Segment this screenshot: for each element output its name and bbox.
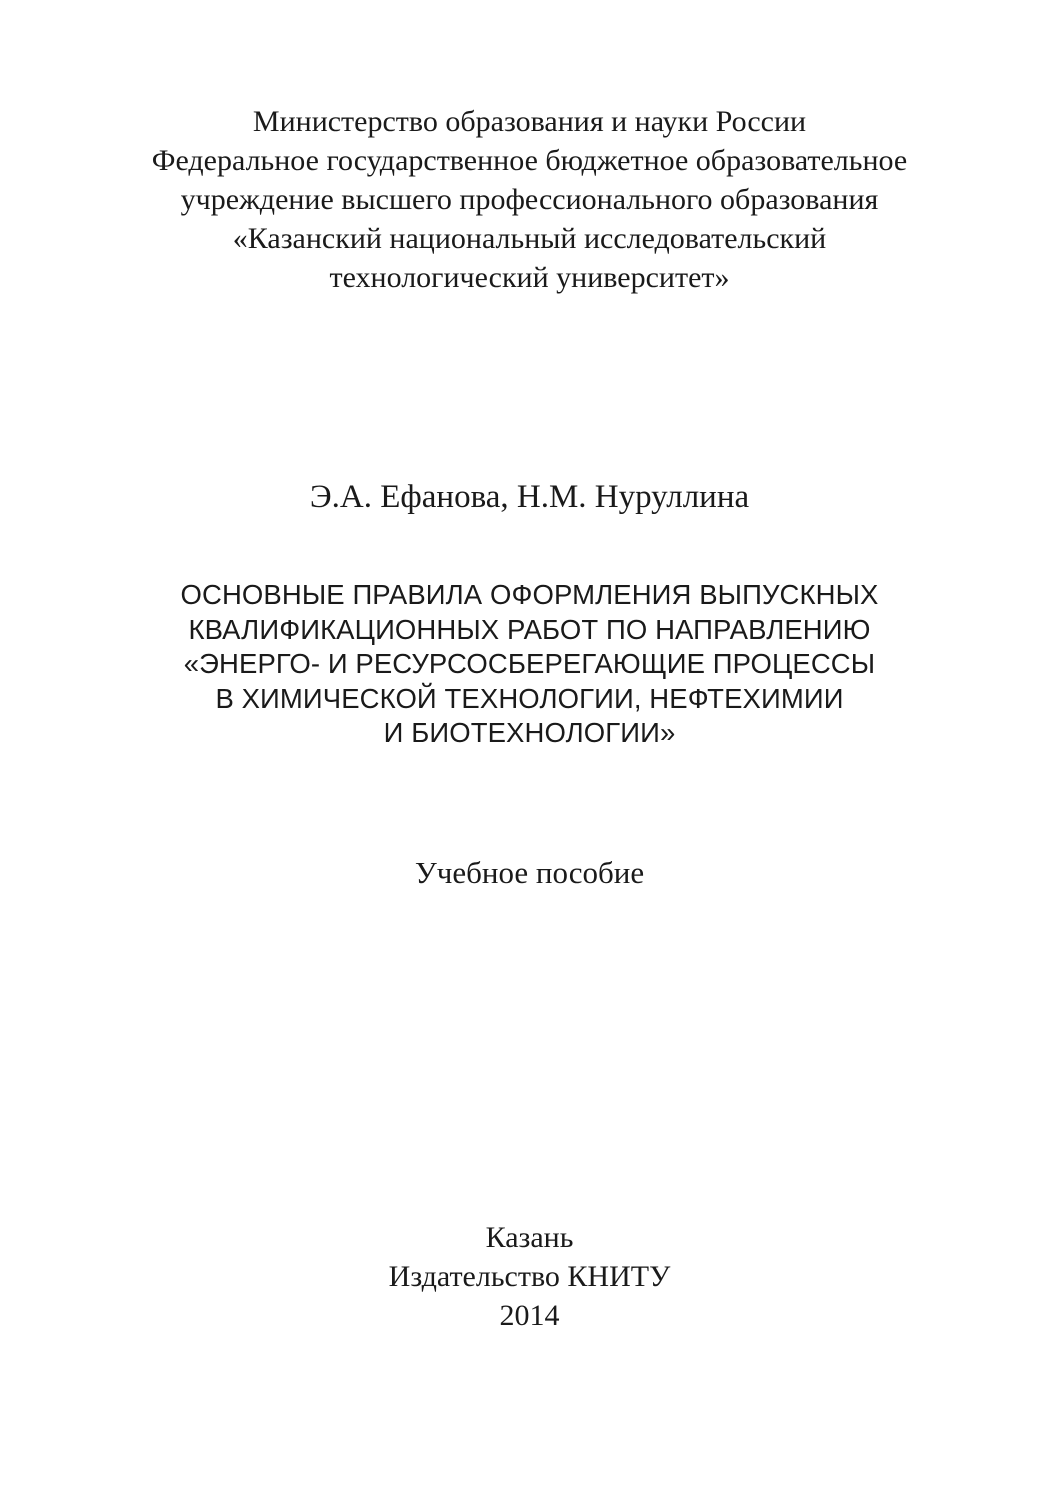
imprint-year: 2014: [499, 1299, 560, 1332]
authors: Э.А. Ефанова, Н.М. Нуруллина: [309, 479, 750, 515]
document-type: Учебное пособие: [414, 855, 645, 890]
institution-line: технологический университет»: [329, 261, 730, 294]
book-title: [0, 578, 1059, 751]
imprint: [0, 1218, 1059, 1335]
imprint-publisher: Издательство КНИТУ: [388, 1260, 671, 1293]
imprint-city: Казань: [485, 1221, 574, 1254]
title-line: В ХИМИЧЕСКОЙ ТЕХНОЛОГИИ, НЕФТЕХИМИИ: [215, 682, 844, 714]
institution-header: [0, 102, 1059, 297]
institution-line: Федеральное государственное бюджетное образовательное: [151, 144, 908, 177]
title-line: И БИОТЕХНОЛОГИИ»: [383, 717, 676, 748]
institution-line: «Казанский национальный исследовательский: [232, 222, 827, 255]
title-line: КВАЛИФИКАЦИОННЫХ РАБОТ ПО НАПРАВЛЕНИЮ: [188, 613, 871, 645]
institution-line: Министерство образования и науки России: [252, 105, 807, 138]
title-line: «ЭНЕРГО- И РЕСУРСОСБЕРЕГАЮЩИЕ ПРОЦЕССЫ: [183, 648, 876, 679]
title-line: ОСНОВНЫЕ ПРАВИЛА ОФОРМЛЕНИЯ ВЫПУСКНЫХ: [180, 579, 879, 610]
institution-line: учреждение высшего профессионального образования: [180, 183, 879, 216]
